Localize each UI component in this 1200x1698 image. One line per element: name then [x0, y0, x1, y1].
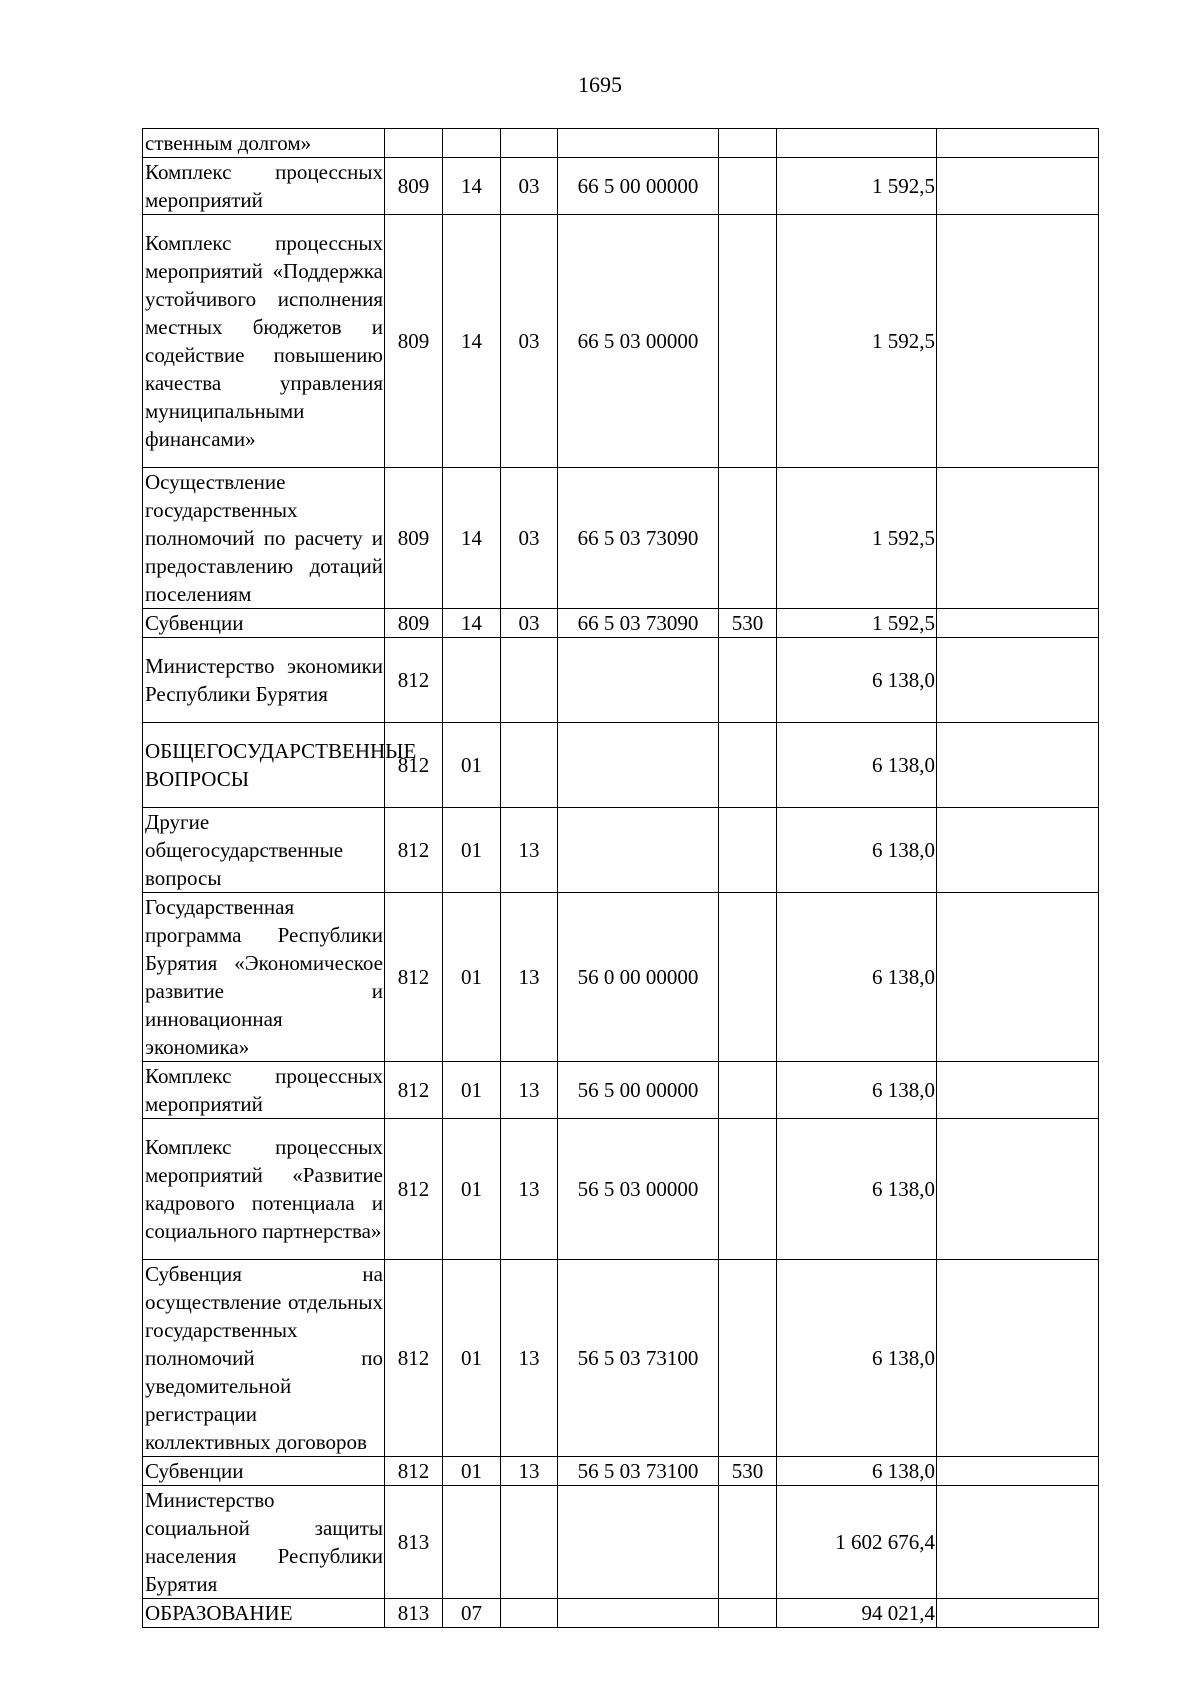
subsection-cell [501, 723, 558, 808]
grbs-cell: 813 [385, 1599, 443, 1628]
subsection-cell [501, 638, 558, 723]
amount-cell-2 [937, 1260, 1099, 1457]
subsection-cell: 13 [501, 1457, 558, 1486]
expense-type-cell [719, 723, 777, 808]
row-name-cell: ОБРАЗОВАНИЕ [143, 1599, 385, 1628]
target-article-cell: 66 5 00 00000 [558, 158, 719, 215]
expense-type-cell [719, 215, 777, 468]
amount-cell: 6 138,0 [777, 808, 937, 893]
grbs-cell: 812 [385, 1260, 443, 1457]
expense-type-cell [719, 1599, 777, 1628]
target-article-cell [558, 723, 719, 808]
section-cell: 14 [443, 609, 501, 638]
target-article-cell: 56 5 03 73100 [558, 1260, 719, 1457]
target-article-cell [558, 638, 719, 723]
table-row [143, 215, 1099, 468]
expense-type-cell [719, 638, 777, 723]
section-cell: 01 [443, 1062, 501, 1119]
amount-cell-2 [937, 158, 1099, 215]
grbs-cell: 809 [385, 158, 443, 215]
section-cell: 14 [443, 158, 501, 215]
section-cell: 14 [443, 468, 501, 609]
table-row [143, 808, 1099, 893]
expense-type-cell [719, 129, 777, 158]
section-cell: 01 [443, 893, 501, 1062]
table-row [143, 1062, 1099, 1119]
row-name-cell: Министерство социальной защиты населения Республики Бурятия [143, 1486, 385, 1599]
amount-cell-2 [937, 468, 1099, 609]
section-cell: 01 [443, 1119, 501, 1260]
budget-table [142, 128, 1099, 1628]
grbs-cell: 812 [385, 893, 443, 1062]
expense-type-cell [719, 808, 777, 893]
amount-cell: 1 592,5 [777, 468, 937, 609]
grbs-cell: 812 [385, 723, 443, 808]
subsection-cell: 03 [501, 158, 558, 215]
row-name-cell: Осуществление государственных полномочий по расчету и предоставлению дотаций поселениям [143, 468, 385, 609]
target-article-cell [558, 808, 719, 893]
amount-cell-2 [937, 808, 1099, 893]
subsection-cell [501, 129, 558, 158]
target-article-cell [558, 1599, 719, 1628]
subsection-cell: 13 [501, 808, 558, 893]
table-row [143, 129, 1099, 158]
amount-cell-2 [937, 638, 1099, 723]
grbs-cell: 813 [385, 1486, 443, 1599]
subsection-cell: 03 [501, 609, 558, 638]
row-name-cell: Субвенции [143, 609, 385, 638]
amount-cell-2 [937, 723, 1099, 808]
amount-cell: 1 592,5 [777, 215, 937, 468]
amount-cell: 6 138,0 [777, 1260, 937, 1457]
target-article-cell: 56 5 00 00000 [558, 1062, 719, 1119]
expense-type-cell: 530 [719, 609, 777, 638]
budget-table-body [143, 129, 1099, 1628]
section-cell: 14 [443, 215, 501, 468]
target-article-cell: 56 5 03 73100 [558, 1457, 719, 1486]
row-name-cell: ственным долгом» [143, 129, 385, 158]
table-row [143, 723, 1099, 808]
row-name-cell: Комплекс процессных мероприятий [143, 158, 385, 215]
table-row [143, 1599, 1099, 1628]
table-row [143, 893, 1099, 1062]
target-article-cell: 56 0 00 00000 [558, 893, 719, 1062]
amount-cell: 6 138,0 [777, 1119, 937, 1260]
subsection-cell: 13 [501, 1260, 558, 1457]
expense-type-cell [719, 1062, 777, 1119]
table-row [143, 1119, 1099, 1260]
table-row [143, 1260, 1099, 1457]
target-article-cell [558, 129, 719, 158]
section-cell: 01 [443, 808, 501, 893]
amount-cell: 6 138,0 [777, 893, 937, 1062]
expense-type-cell [719, 1486, 777, 1599]
expense-type-cell [719, 1119, 777, 1260]
section-cell: 01 [443, 723, 501, 808]
amount-cell-2 [937, 129, 1099, 158]
table-row [143, 609, 1099, 638]
amount-cell [777, 129, 937, 158]
target-article-cell: 66 5 03 73090 [558, 468, 719, 609]
amount-cell-2 [937, 1457, 1099, 1486]
table-row [143, 638, 1099, 723]
target-article-cell: 56 5 03 00000 [558, 1119, 719, 1260]
grbs-cell: 812 [385, 1062, 443, 1119]
section-cell [443, 129, 501, 158]
expense-type-cell [719, 1260, 777, 1457]
table-row [143, 158, 1099, 215]
table-row [143, 468, 1099, 609]
amount-cell-2 [937, 893, 1099, 1062]
amount-cell: 6 138,0 [777, 1062, 937, 1119]
row-name-cell: Субвенция на осуществление отдельных государственных полномочий по уведомительной регистрации коллективных договоров [143, 1260, 385, 1457]
amount-cell-2 [937, 215, 1099, 468]
amount-cell: 1 602 676,4 [777, 1486, 937, 1599]
grbs-cell: 809 [385, 468, 443, 609]
subsection-cell: 13 [501, 1119, 558, 1260]
target-article-cell: 66 5 03 73090 [558, 609, 719, 638]
section-cell: 01 [443, 1260, 501, 1457]
page-number: 1695 [578, 72, 622, 97]
row-name-cell: Другие общегосударственные вопросы [143, 808, 385, 893]
subsection-cell [501, 1486, 558, 1599]
amount-cell: 6 138,0 [777, 638, 937, 723]
amount-cell: 94 021,4 [777, 1599, 937, 1628]
subsection-cell: 03 [501, 468, 558, 609]
row-name-cell: Субвенции [143, 1457, 385, 1486]
row-name-cell: Комплекс процессных мероприятий «Поддержка устойчивого исполнения местных бюджетов и содействие повышению качества управления муниципальными финансами» [143, 215, 385, 468]
expense-type-cell [719, 893, 777, 1062]
grbs-cell: 812 [385, 808, 443, 893]
row-name-cell: Комплекс процессных мероприятий [143, 1062, 385, 1119]
subsection-cell: 03 [501, 215, 558, 468]
amount-cell-2 [937, 1486, 1099, 1599]
grbs-cell: 809 [385, 609, 443, 638]
row-name-cell: Министерство экономики Республики Бурятия [143, 638, 385, 723]
amount-cell-2 [937, 1119, 1099, 1260]
grbs-cell: 812 [385, 1119, 443, 1260]
amount-cell-2 [937, 1599, 1099, 1628]
section-cell [443, 1486, 501, 1599]
subsection-cell: 13 [501, 1062, 558, 1119]
target-article-cell [558, 1486, 719, 1599]
subsection-cell: 13 [501, 893, 558, 1062]
amount-cell: 1 592,5 [777, 609, 937, 638]
section-cell [443, 638, 501, 723]
table-row [143, 1486, 1099, 1599]
subsection-cell [501, 1599, 558, 1628]
row-name-cell: Государственная программа Республики Бурятия «Экономическое развитие и инновационная экономика» [143, 893, 385, 1062]
table-row [143, 1457, 1099, 1486]
amount-cell-2 [937, 1062, 1099, 1119]
amount-cell: 1 592,5 [777, 158, 937, 215]
grbs-cell: 809 [385, 215, 443, 468]
section-cell: 01 [443, 1457, 501, 1486]
row-name-cell: ОБЩЕГОСУДАРСТВЕННЫЕ ВОПРОСЫ [143, 723, 385, 808]
expense-type-cell [719, 158, 777, 215]
grbs-cell: 812 [385, 1457, 443, 1486]
grbs-cell [385, 129, 443, 158]
target-article-cell: 66 5 03 00000 [558, 215, 719, 468]
amount-cell: 6 138,0 [777, 723, 937, 808]
expense-type-cell [719, 468, 777, 609]
amount-cell-2 [937, 609, 1099, 638]
expense-type-cell: 530 [719, 1457, 777, 1486]
row-name-cell: Комплекс процессных мероприятий «Развитие кадрового потенциала и социального партнерства» [143, 1119, 385, 1260]
grbs-cell: 812 [385, 638, 443, 723]
section-cell: 07 [443, 1599, 501, 1628]
amount-cell: 6 138,0 [777, 1457, 937, 1486]
